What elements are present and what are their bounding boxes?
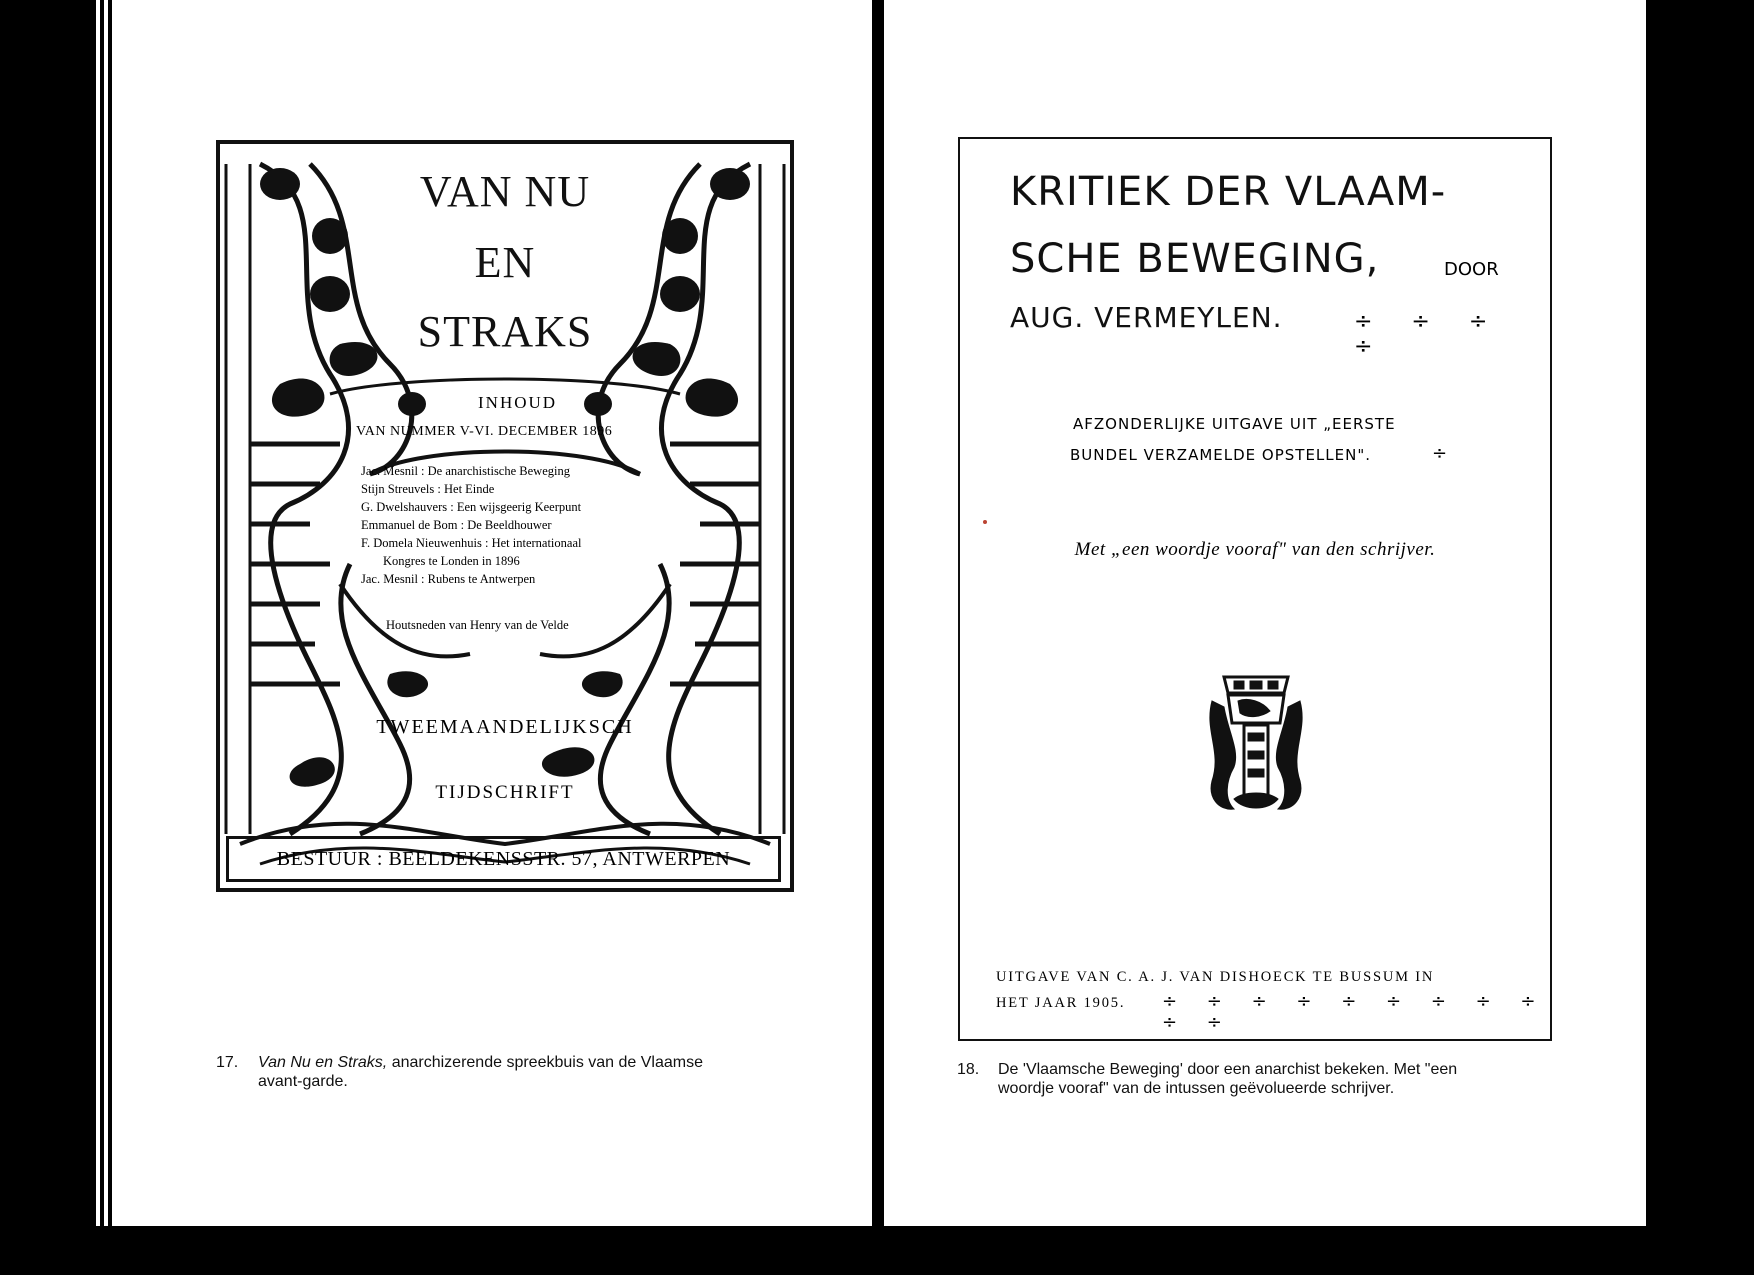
contents-entry: Kongres te Londen in 1896 — [383, 554, 520, 568]
cover-contents-list — [361, 462, 661, 588]
caption-number: 18. — [957, 1061, 980, 1078]
print-speck — [983, 520, 987, 524]
contents-entry: Jac. Mesnil : Rubens te Antwerpen — [361, 572, 536, 586]
title-door: DOOR — [1444, 259, 1499, 280]
magazine-cover — [216, 140, 794, 892]
caption-number: 17. — [216, 1054, 239, 1071]
caption-text — [998, 1060, 1457, 1098]
cover-contents-heading: INHOUD — [478, 393, 558, 412]
publisher-year-line: HET JAAR 1905. — [996, 995, 1126, 1011]
division-ornaments: ÷ ÷ ÷ ÷ — [1354, 309, 1504, 359]
contents-entry: G. Dwelshauvers : Een wijsgeerig Keerpunt — [361, 500, 582, 514]
cover-title-line: EN — [474, 238, 536, 287]
caption-text — [258, 1053, 703, 1091]
title-page — [958, 137, 1552, 1041]
caption-italic-title: Van Nu en Straks, — [258, 1054, 388, 1071]
author-line: AUG. VERMEYLEN. — [1010, 301, 1283, 334]
contents-entry: F. Domela Nieuwenhuis : Het internationaal — [361, 536, 582, 550]
division-ornament: ÷ — [1432, 443, 1448, 464]
cover-periodical-label: TWEEMAANDELIJKSCH — [376, 716, 634, 738]
contents-entry: Jac. Mesnil : De anarchistische Beweging — [361, 464, 570, 478]
subtitle-line: AFZONDERLIJKE UITGAVE UIT „EERSTE — [1073, 415, 1396, 433]
cover-address-box: BESTUUR : BEELDEKENSSTR. 57, ANTWERPEN — [226, 836, 781, 882]
page-edge — [104, 0, 108, 1226]
preface-note: Met „een woordje vooraf" van den schrijver. — [1074, 539, 1436, 560]
contents-entry: Emmanuel de Bom : De Beeldhouwer — [361, 518, 552, 532]
cover-credit: Houtsneden van Henry van de Velde — [386, 618, 569, 632]
caption-body: De 'Vlaamsche Beweging' door een anarchist bekeken. Met "een — [998, 1061, 1458, 1078]
title-line: SCHE BEWEGING, — [1010, 236, 1380, 282]
page-edge — [96, 0, 100, 1226]
cover-tijdschrift-label: TIJDSCHRIFT — [435, 782, 575, 803]
title-line: KRITIEK DER VLAAM- — [1010, 169, 1447, 215]
cover-issue-line: VAN NUMMER V-VI. DECEMBER 1896 — [356, 424, 613, 439]
division-ornaments: ÷ ÷ ÷ ÷ ÷ ÷ ÷ ÷ ÷ ÷ ÷ — [1162, 991, 1548, 1033]
subtitle-line: BUNDEL VERZAMELDE OPSTELLEN". — [1070, 446, 1372, 464]
publisher-line: UITGAVE VAN C. A. J. VAN DISHOECK TE BUSSUM IN — [996, 969, 1435, 985]
cover-title-line: VAN NU — [419, 167, 591, 216]
caption-body-continued: avant-garde. — [258, 1073, 348, 1090]
cover-title-line: STRAKS — [417, 307, 593, 356]
contents-entry: Stijn Streuvels : Het Einde — [361, 482, 495, 496]
caption-body-continued: woordje vooraf" van de intussen geëvolueerde schrijver. — [998, 1080, 1395, 1097]
publisher-emblem-icon — [1204, 671, 1308, 817]
caption-body: anarchizerende spreekbuis van de Vlaamse — [391, 1054, 703, 1071]
